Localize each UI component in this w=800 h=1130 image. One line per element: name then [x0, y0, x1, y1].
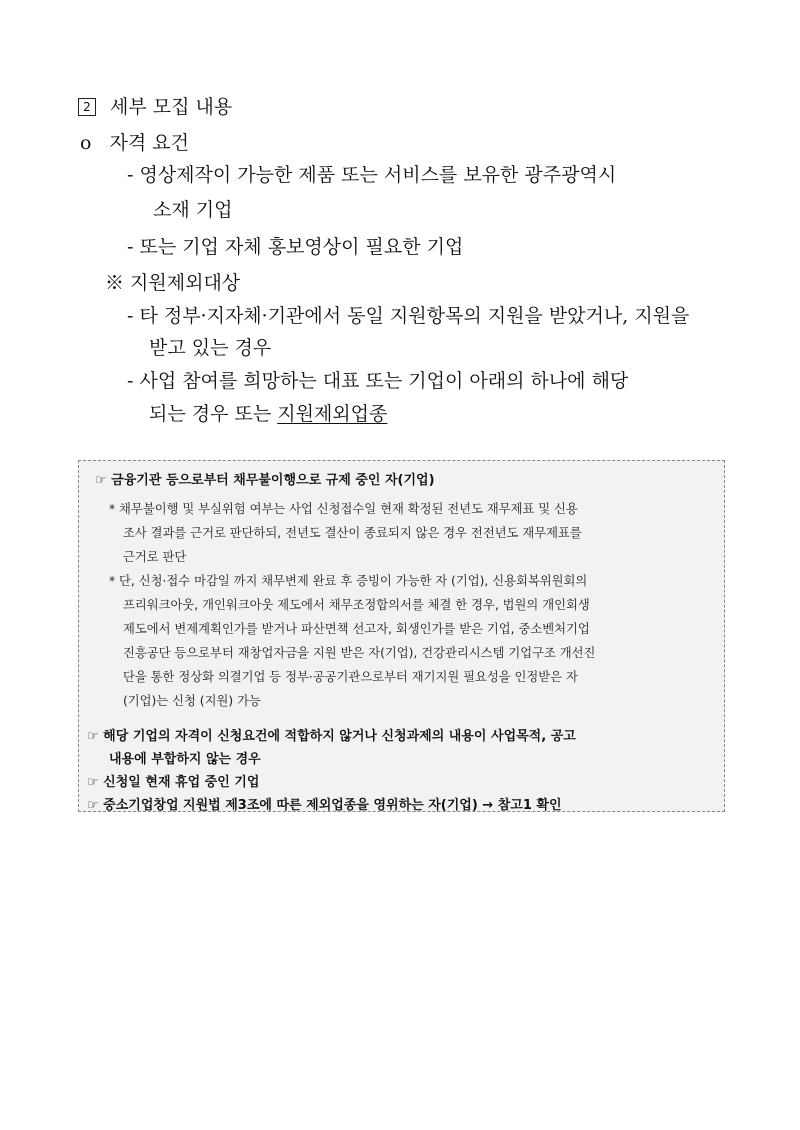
box-item-2: ☞ 신청일 현재 휴업 중인 기업 [87, 775, 260, 790]
box-item-1: ☞ 해당 기업의 자격이 신청요건에 적합하지 않거나 신청과제의 내용이 사업목적, 공고 [87, 729, 576, 744]
box-note-2-line-6: (기업)는 신청 (지원) 가능 [123, 694, 261, 708]
circle-bullet-icon: o [80, 132, 92, 154]
box-note-2-line-2: 프리워크아웃, 개인워크아웃 제도에서 채무조정합의서를 체결 한 경우, 법원의 개인회생 [123, 598, 590, 612]
exclusion-item-1-cont: 받고 있는 경우 [149, 337, 272, 359]
box-note-1-line-3: 근거로 판단 [123, 550, 187, 564]
exclusion-item-2-cont [149, 399, 387, 426]
section-number-box: 2 [78, 98, 96, 116]
box-note-1-line-2: 조사 결과를 근거로 판단하되, 전년도 결산이 종료되지 않은 경우 전전년도 재무제표를 [123, 526, 582, 540]
box-note-1-line-1: * 채무불이행 및 부실위험 여부는 사업 신청접수일 현재 확정된 전년도 재무제표 및 신용 [109, 502, 578, 516]
exclusion-detail-box [78, 460, 725, 812]
box-item-1-cont: 내용에 부합하지 않는 경우 [109, 752, 261, 767]
box-note-2-line-3: 제도에서 변제계획인가를 받거나 파산면책 선고자, 회생인가를 받은 기업, 중소벤처기업 [123, 622, 590, 636]
box-note-2-line-5: 단을 통한 정상화 의결기업 등 정부·공공기관으로부터 재기지원 필요성을 인정받은 자 [123, 670, 578, 684]
box-header: ☞ 금융기관 등으로부터 채무불이행으로 규제 중인 자(기업) [95, 473, 435, 488]
section-heading [78, 92, 232, 119]
box-note-2-line-1: * 단, 신청·접수 마감일 까지 채무변제 완료 후 증빙이 가능한 자 (기업), 신용회복위원회의 [109, 574, 588, 588]
qualification-item-2: - 또는 기업 자체 홍보영상이 필요한 기업 [127, 236, 464, 258]
section-title: 세부 모집 내용 [110, 96, 233, 118]
qualification-heading [80, 128, 189, 155]
box-note-2-line-4: 진흥공단 등으로부터 재창업자금을 지원 받은 자(기업), 건강관리시스템 기업구조 개선진 [123, 646, 596, 660]
exclusion-item-1: - 타 정부·지자체·기관에서 동일 지원항목의 지원을 받았거나, 지원을 [127, 305, 690, 327]
exclusion-item-2-cont-text: 되는 경우 또는 [149, 403, 278, 425]
exclusion-title: ※ 지원제외대상 [105, 272, 241, 294]
box-item-3: ☞ 중소기업창업 지원법 제3조에 따른 제외업종을 영위하는 자(기업) → 참고1 확인 [87, 798, 562, 813]
qualification-item-1: - 영상제작이 가능한 제품 또는 서비스를 보유한 광주광역시 [127, 164, 617, 186]
qualification-title: 자격 요건 [109, 132, 189, 154]
exclusion-item-2: - 사업 참여를 희망하는 대표 또는 기업이 아래의 하나에 해당 [127, 370, 629, 392]
excluded-industries-link: 지원제외업종 [277, 403, 388, 425]
qualification-item-1-cont: 소재 기업 [153, 199, 233, 221]
